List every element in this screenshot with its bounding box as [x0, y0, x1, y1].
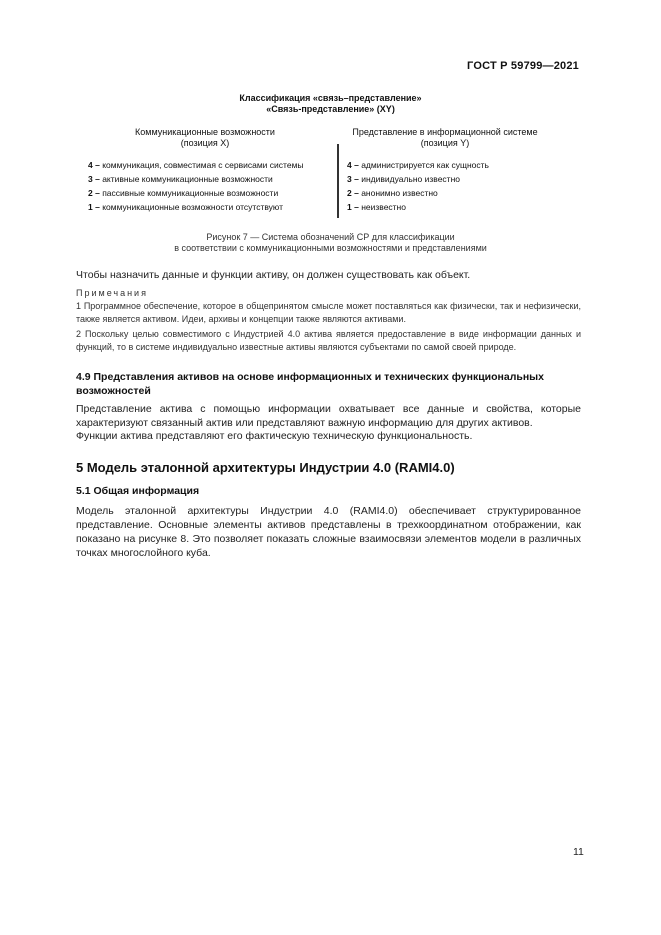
right-level-row — [347, 172, 489, 186]
level-text: коммуникационные возможности отсутствуют — [102, 202, 284, 212]
level-number: 1 – — [88, 202, 100, 212]
level-number: 4 – — [347, 160, 359, 170]
section-4-9-heading: 4.9 Представления активов на основе информационных и технических функциональных возможностей — [76, 371, 544, 397]
right-column-heading — [340, 127, 550, 149]
left-level-row — [88, 158, 304, 172]
level-number: 3 – — [347, 174, 359, 184]
section-4-9-paragraph-1: Представление актива с помощью информации охватывает все данные и свойства, которые характеризуют связанный актив или представляют важную информацию для других активов. — [76, 403, 581, 429]
right-level-row — [347, 158, 489, 172]
figure-caption — [0, 232, 661, 254]
right-levels-list — [347, 158, 489, 214]
level-number: 3 – — [88, 174, 100, 184]
figure-title-line1: Классификация «связь–представление» — [239, 93, 422, 103]
section-5-1-paragraph: Модель эталонной архитектуры Индустрии 4.0 (RAMI4.0) обеспечивает структурированное представление. Основные элементы активов представлены в трехкоординатном отображении, как показано на рисунке 8. Это позволяет показать сложные взаимосвязи элементов модели в различных точках многослойного куба. — [76, 505, 581, 559]
level-number: 2 – — [88, 188, 100, 198]
level-text: коммуникация, совместимая с сервисами системы — [102, 160, 304, 170]
right-level-row — [347, 186, 489, 200]
right-heading-line2: (позиция Y) — [420, 138, 470, 148]
left-column-heading — [80, 127, 330, 149]
figure-title — [0, 93, 661, 115]
section-5-heading: 5 Модель эталонной архитектуры Индустрии 4.0 (RAMI4.0) — [76, 460, 455, 475]
paragraph-assign-data: Чтобы назначить данные и функции активу, он должен существовать как объект. — [76, 269, 471, 281]
column-divider — [337, 144, 339, 218]
level-text: неизвестно — [361, 202, 406, 212]
right-heading-line1: Представление в информационной системе — [352, 127, 538, 137]
figure-title-line2: «Связь-представление» (XY) — [266, 104, 395, 114]
left-heading-line2: (позиция X) — [180, 138, 230, 148]
level-text: индивидуально известно — [361, 174, 460, 184]
level-text: администрируется как сущность — [361, 160, 489, 170]
level-text: пассивные коммуникационные возможности — [102, 188, 279, 198]
caption-line1: Рисунок 7 — Система обозначений СР для классификации — [206, 232, 455, 242]
level-text: анонимно известно — [361, 188, 438, 198]
level-text: активные коммуникационные возможности — [102, 174, 273, 184]
section-4-9-paragraph-2: Функции актива представляют его фактическую техническую функциональность. — [76, 430, 473, 442]
caption-line2: в соответствии с коммуникационными возможностями и представлениями — [174, 243, 487, 253]
left-level-row — [88, 186, 304, 200]
note-1: 1 Программное обеспечение, которое в общепринятом смысле может поставляться как физически, так и нефизически, также является активом. Идеи, архивы и концепции также являются активами. — [76, 301, 581, 324]
notes-heading: Примечания — [76, 288, 148, 298]
level-number: 4 – — [88, 160, 100, 170]
page-number: 11 — [573, 846, 584, 858]
right-level-row — [347, 200, 489, 214]
left-level-row — [88, 172, 304, 186]
left-level-row — [88, 200, 304, 214]
standard-number: ГОСТ Р 59799—2021 — [467, 60, 579, 72]
left-heading-line1: Коммуникационные возможности — [135, 127, 275, 137]
left-levels-list — [88, 158, 304, 214]
level-number: 1 – — [347, 202, 359, 212]
level-number: 2 – — [347, 188, 359, 198]
note-2: 2 Поскольку целью совместимого с Индустрией 4.0 актива является предоставление в виде информации данных и функций, то в системе индивидуально известные активы являются субъектами по самой своей природе. — [76, 329, 581, 352]
section-5-1-heading: 5.1 Общая информация — [76, 485, 200, 497]
